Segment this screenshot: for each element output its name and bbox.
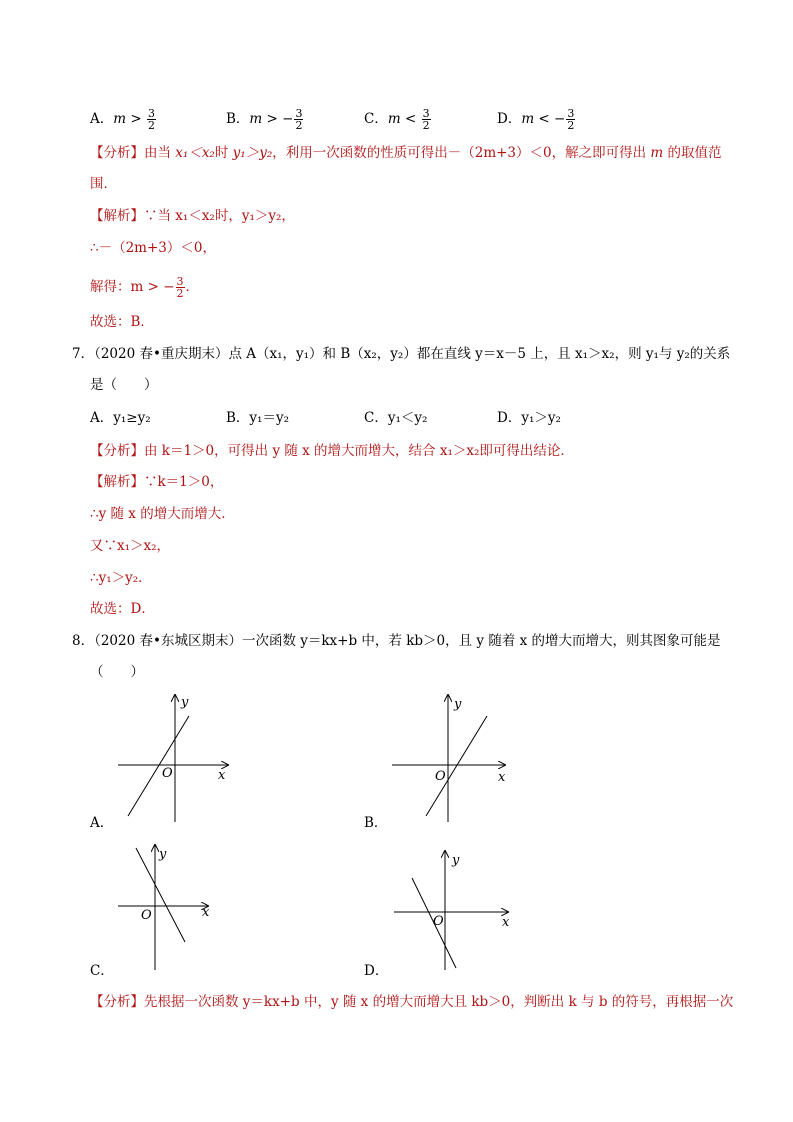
q7-solution-4: ∴y₁＞y₂． <box>90 570 152 586</box>
q7-option-a: A．y₁≥y₂ <box>90 410 151 426</box>
q7-stem-line2: 是（ ） <box>90 377 158 393</box>
axis-x-label: x <box>498 770 506 785</box>
fraction: $\frac{3}{2}$ <box>176 275 184 300</box>
q7-option-b: B．y₁＝y₂ <box>226 410 289 426</box>
q6-option-a: A．m > $\frac{3}{2}$ <box>90 107 155 132</box>
q8-stem-line2: （ ） <box>90 664 144 680</box>
graph-line <box>426 716 487 816</box>
solution-tag: 【解析】 <box>90 208 144 224</box>
q6-answer: 故选：B． <box>90 314 154 330</box>
origin-label: O <box>162 766 173 781</box>
q6-solution-1: 【解析】∵当 x₁＜x₂时，y₁＞y₂， <box>90 208 295 224</box>
q8-stem-line1: 8．（2020 春•东城区期末）一次函数 y＝kx+b 中，若 kb＞0，且 y 随着 x 的增大而增大，则其图象可能是 <box>72 633 721 649</box>
q7-option-c: C．y₁＜y₂ <box>364 410 428 426</box>
origin-label: O <box>433 914 444 929</box>
q7-analysis: 【分析】由 k＝1＞0，可得出 y 随 x 的增大而增大，结合 x₁＞x₂即可得出结论． <box>90 443 574 459</box>
q6-option-b: B．m > − $\frac{3}{2}$ <box>226 107 303 132</box>
origin-label: O <box>141 908 152 923</box>
axis-x-label: x <box>502 915 510 930</box>
axis-y-label: y <box>452 853 460 868</box>
axis-x-label: x <box>202 905 210 920</box>
q8-analysis: 【分析】先根据一次函数 y＝kx+b 中，y 随 x 的增大而增大且 kb＞0，判断出 k 与 b 的符号，再根据一次 <box>90 994 734 1010</box>
origin-label: O <box>435 769 446 784</box>
analysis-tag: 【分析】 <box>90 145 144 161</box>
solution-tag: 【解析】 <box>90 474 144 490</box>
q6-solution-3: 解得：m > − $\frac{3}{2}$ ． <box>90 275 200 300</box>
q6-analysis-line2: 围． <box>90 176 117 192</box>
q7-answer: 故选：D． <box>90 601 155 617</box>
graph-a-label: A． <box>90 815 114 831</box>
fraction: $\frac{3}{2}$ <box>147 107 155 132</box>
fraction: $\frac{3}{2}$ <box>422 107 430 132</box>
q6-analysis: 【分析】由当 x₁＜x₂时 y₁＞y₂，利用一次函数的性质可得出－（2m+3）＜0，解之即可得出 m 的取值范 <box>90 145 722 161</box>
q6-option-d: D．m < − $\frac{3}{2}$ <box>497 107 575 132</box>
graph-d-label: D． <box>364 963 389 979</box>
graph-line <box>136 848 185 942</box>
axis-y-label: y <box>159 847 167 862</box>
axis-y-label: y <box>454 697 462 712</box>
axis-x-label: x <box>218 768 226 783</box>
graph-b-label: B． <box>364 815 388 831</box>
q6-solution-2: ∴－（2m+3）＜0， <box>90 240 216 256</box>
graph-line <box>128 716 189 816</box>
q7-option-d: D．y₁＞y₂ <box>497 410 561 426</box>
analysis-tag: 【分析】 <box>90 994 144 1010</box>
q7-solution-1: 【解析】∵k＝1＞0， <box>90 474 224 490</box>
fraction: $\frac{3}{2}$ <box>567 107 575 132</box>
q7-stem-line1: 7．（2020 春•重庆期末）点 A（x₁，y₁）和 B（x₂，y₂）都在直线 y＝x－5 上，且 x₁＞x₂，则 y₁与 y₂的关系 <box>72 346 731 362</box>
graph-c-label: C． <box>90 963 114 979</box>
q6-option-c: C．m < $\frac{3}{2}$ <box>364 107 430 132</box>
q7-solution-3: 又∵x₁＞x₂， <box>90 538 171 554</box>
fraction: $\frac{3}{2}$ <box>295 107 303 132</box>
q7-solution-2: ∴y 随 x 的增大而增大． <box>90 506 235 522</box>
analysis-tag: 【分析】 <box>90 443 144 459</box>
axis-y-label: y <box>181 695 189 710</box>
